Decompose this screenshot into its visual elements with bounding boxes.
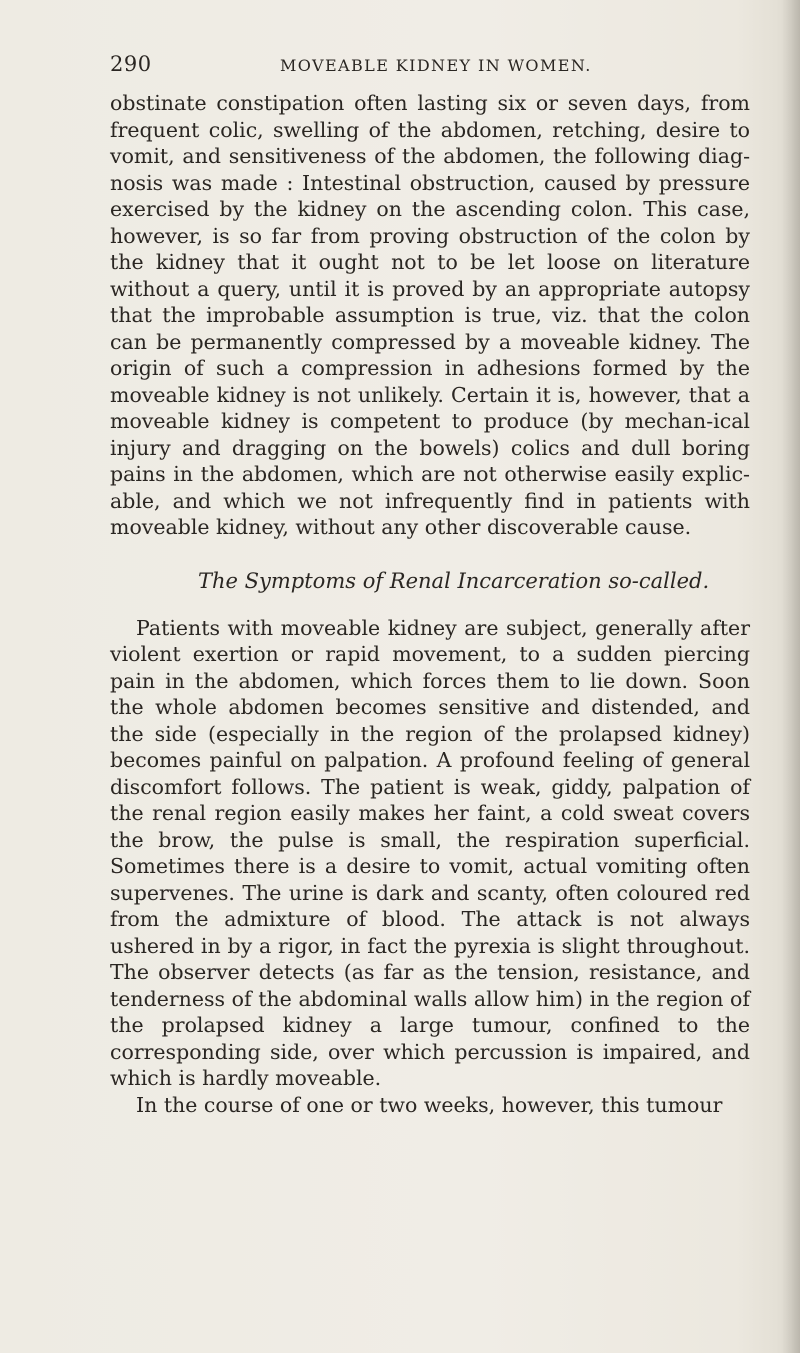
body-text bbox=[110, 90, 750, 1118]
running-title: MOVEABLE KIDNEY IN WOMEN. bbox=[280, 56, 592, 75]
page-edge-shadow bbox=[782, 0, 800, 1353]
paragraph-course: In the course of one or two weeks, however, this tumour bbox=[136, 1092, 723, 1117]
page-number: 290 bbox=[110, 52, 152, 76]
paragraph-symptoms: Patients with moveable kidney are subject, generally after violent exertion or rapid movement, to a sudden piercing pain in the abdomen, which forces them to lie down. Soon the whole abdomen becomes sensitive and distended, and the side (especially in the region of the prolapsed kidney) becomes painful on palpation. A profound feeling of general discomfort follows. The patient is weak, giddy, palpation of the renal region easily makes her faint, a cold sweat covers the brow, the pulse is small, the respiration superficial. Sometimes there is a desire to vomit, actual vomiting often supervenes. The urine is dark and scanty, often coloured red from the admixture of blood. The attack is not always ushered in by a rigor, in fact the pyrexia is slight throughout. The observer detects (as far as the tension, resistance, and tenderness of the abdominal walls allow him) in the region of the prolapsed kidney a large tumour, confined to the corresponding side, over which percussion is impaired, and which is hardly moveable. bbox=[110, 615, 750, 1090]
paragraph-continued: obstinate constipation often lasting six or seven days, from frequent colic, swelling of the abdomen, retching, desire to vomit, and sensitiveness of the abdomen, the following diag-nosis was made : Intestinal obstruction, caused by pressure exercised by the kidney on the ascending colon. This case, however, is so far from proving obstruction of the colon by the kidney that it ought not to be let loose on literature without a query, until it is proved by an appropriate autopsy that the improbable assumption is true, viz. that the colon can be permanently compressed by a moveable kidney. The origin of such a compression in adhesions formed by the moveable kidney is not unlikely. Certain it is, however, that a moveable kidney is competent to produce (by mechan-ical injury and dragging on the bowels) colics and dull boring pains in the abdomen, which are not otherwise easily explic-able, and which we not infrequently find in patients with moveable kidney, without any other discoverable cause. bbox=[110, 91, 750, 539]
running-header bbox=[110, 52, 750, 82]
section-heading: The Symptoms of Renal Incarceration so-called. bbox=[198, 568, 710, 593]
